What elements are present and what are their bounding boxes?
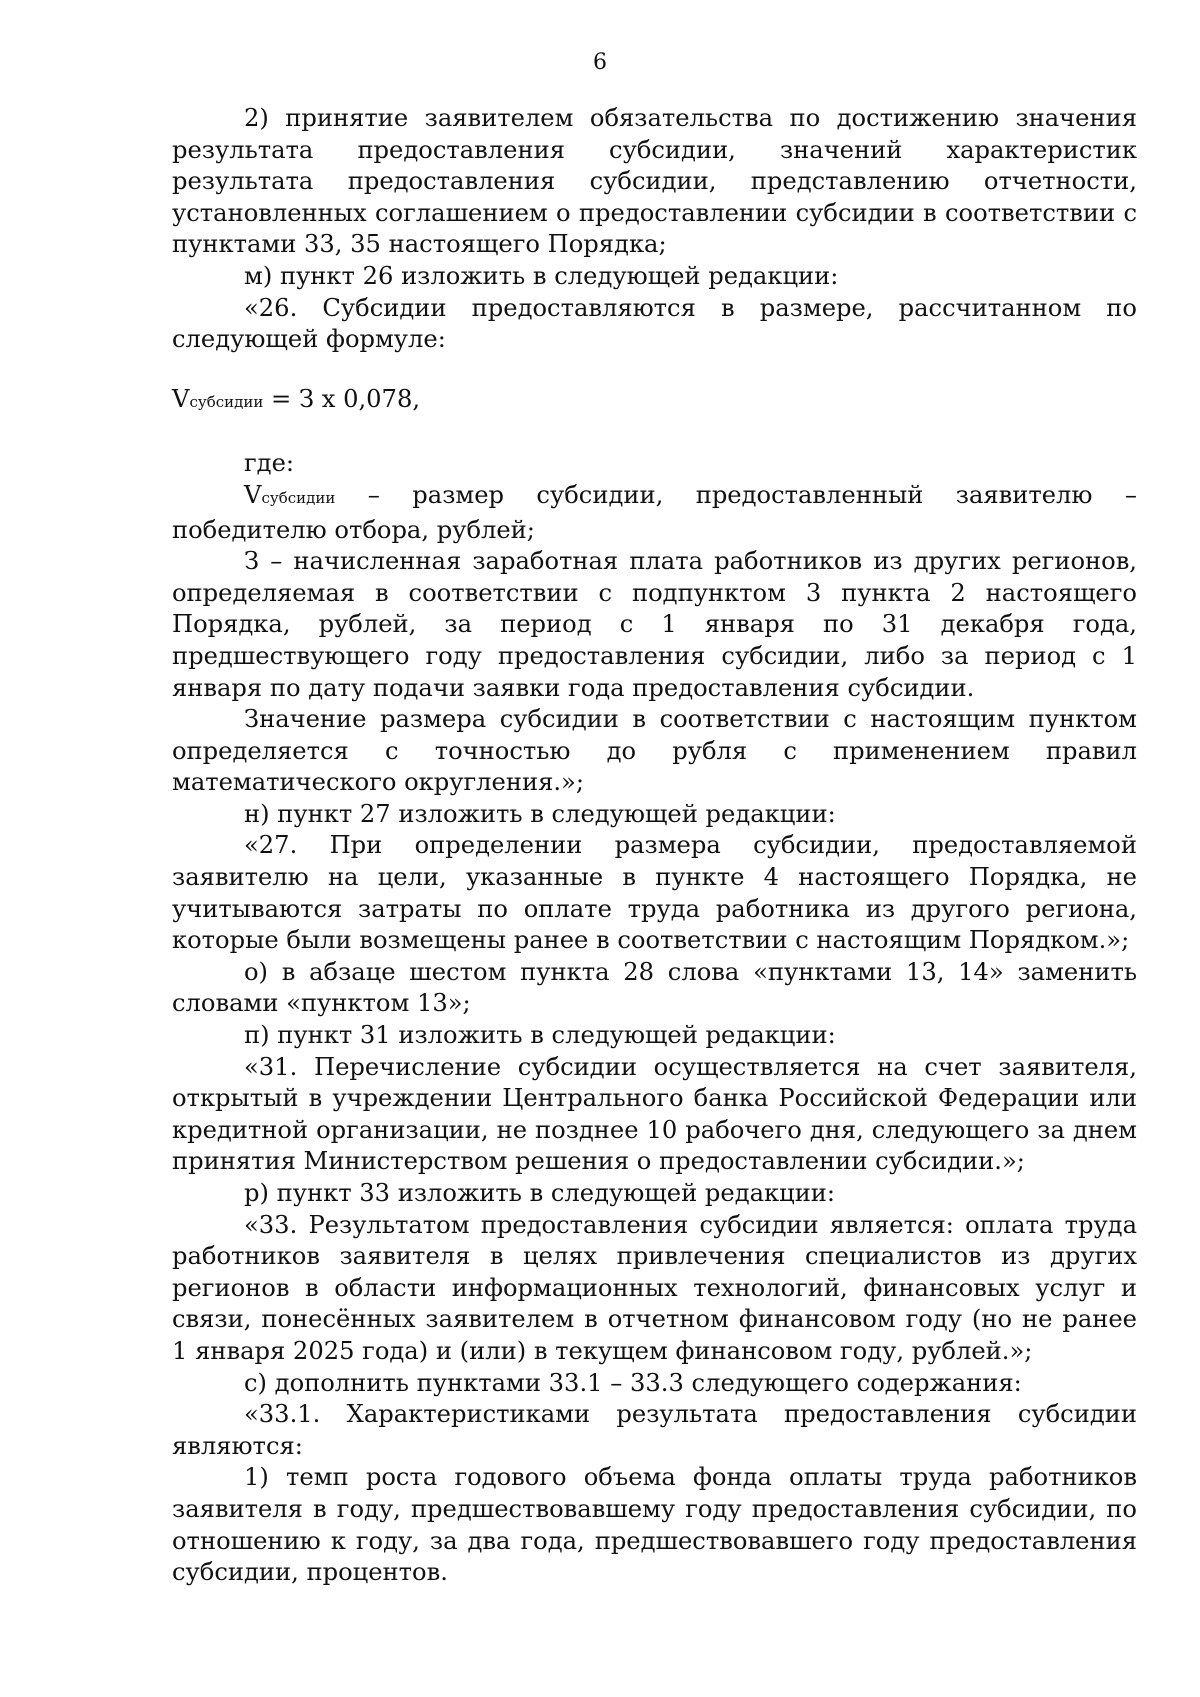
definition-text: – размер субсидии, предоставленный заявителю – победителю отбора, рублей; — [172, 480, 1137, 544]
paragraph-item-s: с) дополнить пунктами 33.1 – 33.3 следующего содержания: — [244, 1368, 1022, 1397]
paragraph-point-33: «33. Результатом предоставления субсидии является: оплата труда работников заявителя в целях привлечения специалистов из других регионов в области информационных технологий, финансовых услуг и связи, понесённых заявителем в отчетном финансовом году (но не ранее 1 января 2025 года) и (или) в текущем финансовом году, рублей.»; — [172, 1210, 1137, 1365]
paragraph-characteristic-1: 1) темп роста годового объема фонда оплаты труда работников заявителя в году, предшествовавшему году предоставления субсидии, по отношению к году, за два года, предшествовавшего году предоставления субсидии, процентов. — [172, 1463, 1137, 1587]
paragraph-obligation: 2) принятие заявителем обязательства по достижению значения результата предоставления субсидии, значений характеристик результата предоставления субсидии, представлению отчетности, установленных соглашением о предоставлении субсидии в соответствии с пунктами 33, 35 настоящего Порядка; — [172, 104, 1137, 259]
definition-symbol: V — [244, 480, 262, 509]
page-number: 6 — [593, 50, 607, 75]
definition-subscript: субсидии — [261, 488, 336, 507]
paragraph-item-p: п) пункт 31 изложить в следующей редакции: — [244, 1021, 836, 1050]
paragraph-item-r: р) пункт 33 изложить в следующей редакции: — [244, 1179, 836, 1207]
paragraph-point-27: «27. При определении размера субсидии, предоставляемой заявителю на цели, указанные в пункте 4 настоящего Порядка, не учитываются затраты по оплате труда работника из другого региона, которые были возмещены ранее в соответствии с настоящим Порядком.»; — [172, 831, 1137, 955]
document-body — [172, 103, 1137, 1589]
formula-symbol: V — [172, 384, 190, 413]
paragraph-item-m: м) пункт 26 изложить в следующей редакции: — [244, 261, 839, 290]
formula-subscript: субсидии — [189, 392, 264, 411]
paragraph-definition-z: З – начисленная заработная плата работников из других регионов, определяемая в соответствии с подпунктом 3 пункта 2 настоящего Порядка, рублей, за период с 1 января по 31 декабря года, предшествующего году предоставления субсидии, либо за период с 1 января по дату подачи заявки года предоставления субсидии. — [172, 547, 1137, 702]
paragraph-definition-v — [172, 480, 1137, 546]
paragraph-rounding: Значение размера субсидии в соответствии с настоящим пунктом определяется с точностью до рубля с применением правил математического округления.»; — [172, 705, 1137, 797]
paragraph-item-o: о) в абзаце шестом пункта 28 слова «пунктами 13, 14» заменить словами «пунктом 13»; — [172, 957, 1137, 1018]
formula — [172, 384, 1137, 419]
paragraph-point-26: «26. Субсидии предоставляются в размере, рассчитанном по следующей формуле: — [172, 293, 1137, 354]
paragraph-point-31: «31. Перечисление субсидии осуществляется на счет заявителя, открытый в учреждении Центрального банка Российской Федерации или кредитной организации, не позднее 10 рабочего дня, следующего за днем принятия Министерством решения о предоставлении субсидии.»; — [172, 1052, 1137, 1176]
paragraph-where: где: — [244, 449, 295, 478]
formula-expression: = З х 0,078, — [263, 384, 421, 413]
paragraph-item-n: н) пункт 27 изложить в следующей редакции: — [244, 799, 836, 828]
paragraph-point-33-1: «33.1. Характеристиками результата предоставления субсидии являются: — [172, 1400, 1137, 1460]
